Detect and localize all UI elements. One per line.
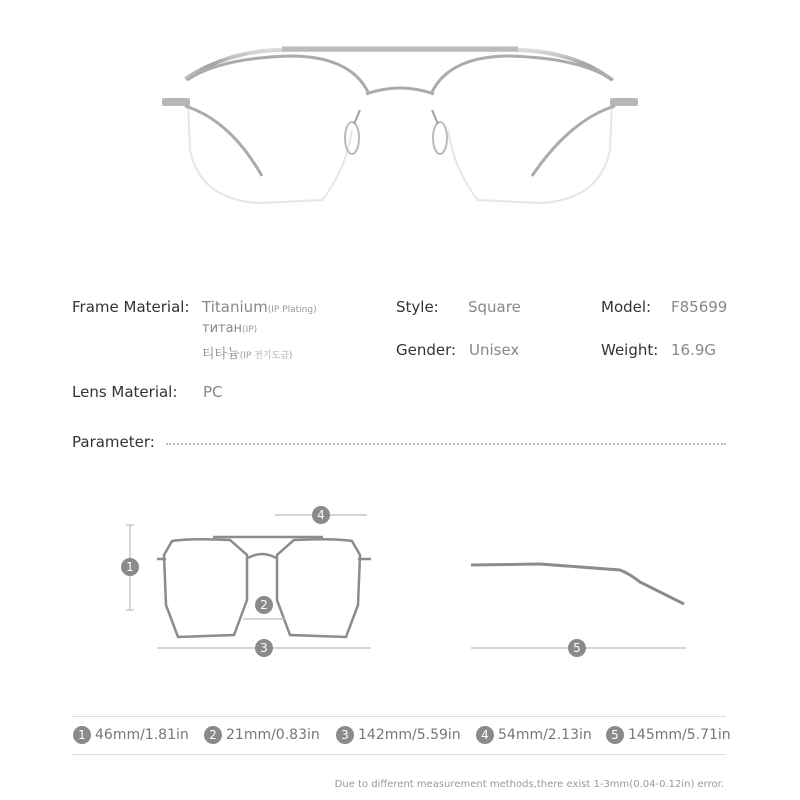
measurements-bottom-rule <box>72 754 726 755</box>
front-view-diagram <box>110 495 400 665</box>
measurement-1-badge: 1 <box>73 726 91 744</box>
dim-badge-2: 2 <box>255 596 273 614</box>
model-value: F85699 <box>671 298 728 316</box>
diagram-temple-arm <box>471 564 684 604</box>
diagram-bridge <box>248 554 276 558</box>
frame-material-ko-note: (IP 전기도금) <box>239 351 293 361</box>
frame-material-text: Titanium <box>202 298 268 316</box>
frame-material-label: Frame Material: <box>72 298 190 316</box>
measurement-error-note: Due to different measurement methods,there exist 1-3mm(0.04-0.12in) error. <box>334 779 724 790</box>
frame-material-ko-text: 티타늄 <box>202 347 240 362</box>
diagram-left-rim <box>164 539 247 637</box>
frame-material-ru-note: (IP) <box>242 325 258 335</box>
weight-label: Weight: <box>601 341 659 359</box>
frame-material-ru <box>202 321 257 336</box>
measurement-1 <box>73 724 189 746</box>
style-label: Style: <box>396 298 439 316</box>
gender-value: Unisex <box>469 341 520 359</box>
glasses-product-image <box>150 38 650 218</box>
frame-material-value <box>202 298 317 316</box>
measurements-top-rule <box>72 716 726 717</box>
diagram-right-rim <box>277 539 360 637</box>
measurement-3-text: 142mm/5.59in <box>358 727 461 743</box>
measurement-4-text: 54mm/2.13in <box>498 727 592 743</box>
measurement-3-badge: 3 <box>336 726 354 744</box>
style-value: Square <box>468 298 521 316</box>
measurement-4-badge: 4 <box>476 726 494 744</box>
weight-value: 16.9G <box>671 341 717 359</box>
parameter-label: Parameter: <box>72 433 155 451</box>
dim-badge-4: 4 <box>312 506 330 524</box>
lens-material-label: Lens Material: <box>72 383 178 401</box>
dim-badge-1: 1 <box>121 558 139 576</box>
measurement-5-text: 145mm/5.71in <box>628 727 731 743</box>
frame-material-ko <box>202 343 292 362</box>
measurement-5 <box>606 724 731 746</box>
model-label: Model: <box>601 298 652 316</box>
gender-label: Gender: <box>396 341 457 359</box>
frame-material-ru-text: титан <box>202 321 243 336</box>
measurement-1-text: 46mm/1.81in <box>95 727 189 743</box>
measurement-2-text: 21mm/0.83in <box>226 727 320 743</box>
dim-badge-5: 5 <box>568 639 586 657</box>
measurement-3 <box>336 724 461 746</box>
frame-material-note: (IP Plating) <box>267 305 317 315</box>
dim-badge-3: 3 <box>255 639 273 657</box>
parameter-dotted-line <box>166 443 726 445</box>
measurement-2 <box>204 724 320 746</box>
measurement-5-badge: 5 <box>606 726 624 744</box>
measurement-2-badge: 2 <box>204 726 222 744</box>
lens-material-value: PC <box>203 383 223 401</box>
measurement-4 <box>476 724 592 746</box>
